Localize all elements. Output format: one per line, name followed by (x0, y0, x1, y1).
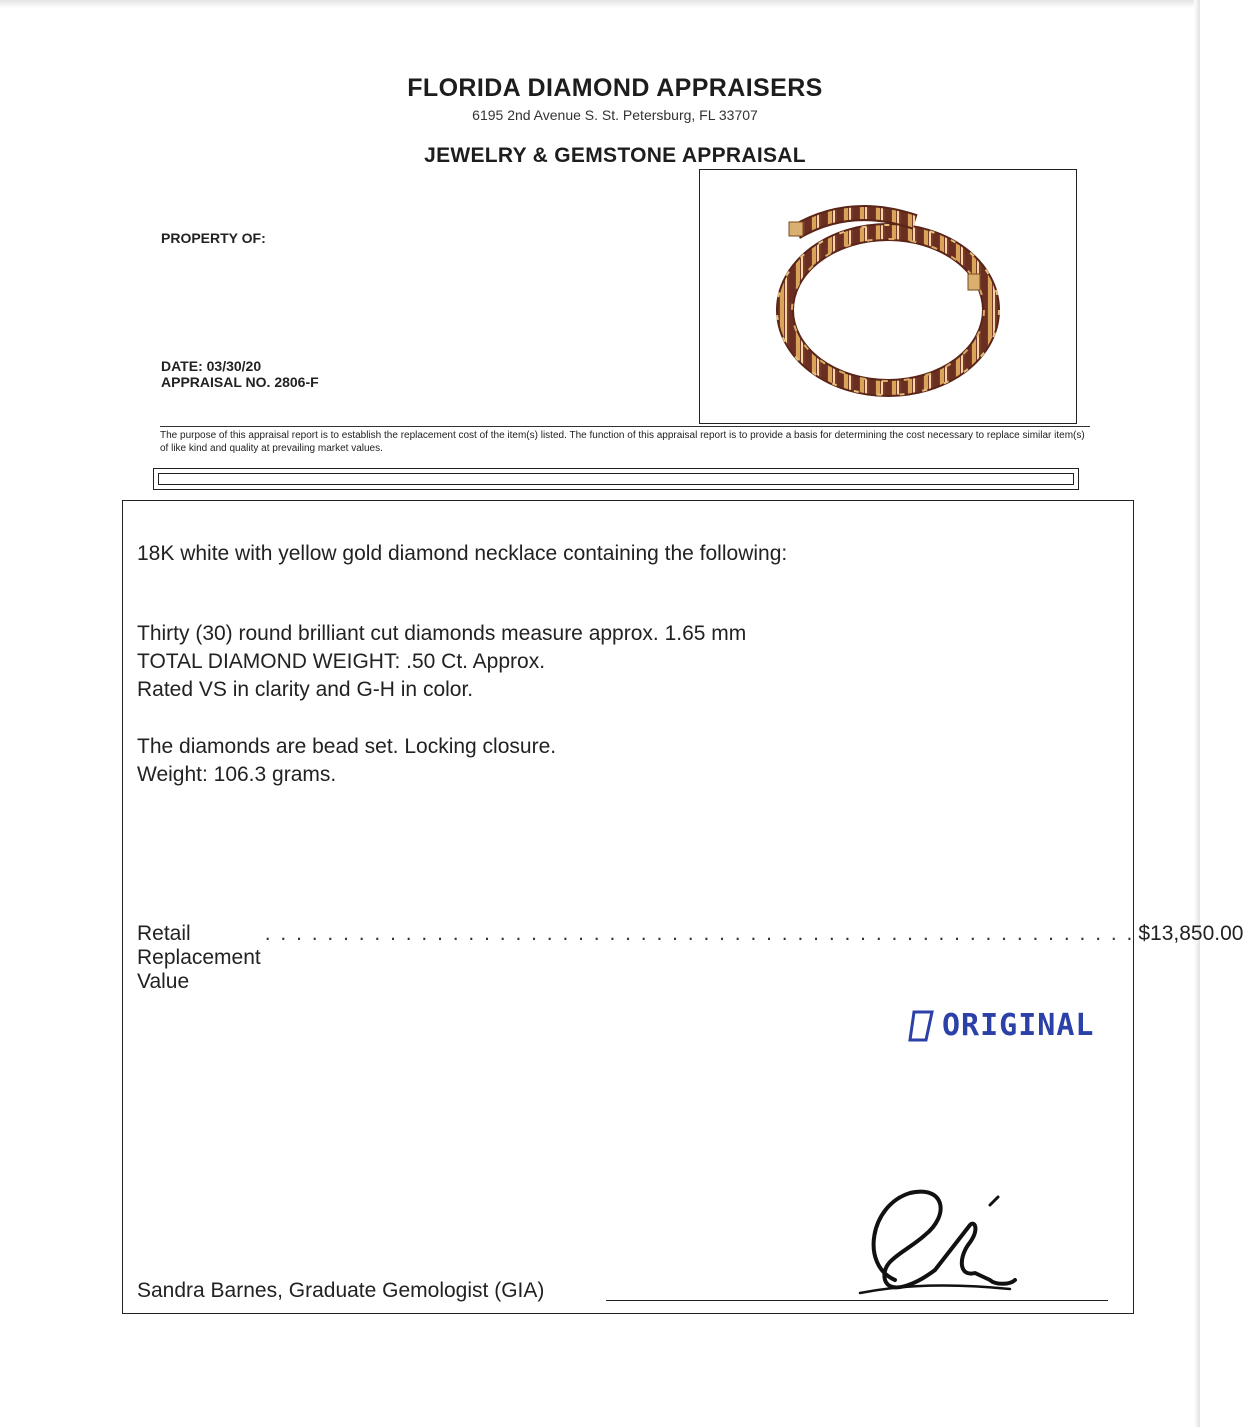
leader-dots: . . . . . . . . . . . . . . . . . . . . . . . . . . . . . . . . . . . . . . . . . . . . . . . . . . . . . . . . (264, 922, 1135, 945)
divider-bar (153, 468, 1079, 490)
replacement-value-row (137, 922, 1243, 994)
company-address: 6195 2nd Avenue S. St. Petersburg, FL 33707 (472, 107, 758, 123)
company-name: FLORIDA DIAMOND APPRAISERS (407, 74, 823, 102)
purpose-statement: The purpose of this appraisal report is to establish the replacement cost of the item(s) listed. The function of this appraisal report is to provide a basis for determining the cost necessary to replace similar item(s) of like kind and quality at prevailing market values. (160, 426, 1090, 455)
handwritten-signature (840, 1185, 1020, 1305)
original-stamp (908, 1008, 1095, 1043)
item-photo-frame (699, 169, 1077, 424)
scan-edge-top (0, 0, 1200, 8)
item-line-weight: TOTAL DIAMOND WEIGHT: .50 Ct. Approx. (137, 650, 546, 673)
appraisal-date: DATE: 03/30/20 (161, 358, 262, 374)
replacement-value-label: Retail Replacement Value (137, 922, 261, 993)
original-stamp-text: ORIGINAL (942, 1008, 1095, 1043)
item-line-setting: The diamonds are bead set. Locking closure. (137, 735, 557, 758)
necklace-photo (700, 170, 1076, 423)
item-line-diamonds: Thirty (30) round brilliant cut diamonds measure approx. 1.65 mm (137, 622, 747, 645)
item-heading: 18K white with yellow gold diamond necklace containing the following: (137, 542, 788, 565)
item-line-rating: Rated VS in clarity and G-H in color. (137, 678, 474, 701)
scan-edge-right (1194, 0, 1200, 1427)
property-of-label: PROPERTY OF: (161, 230, 266, 246)
replacement-value-amount: $13,850.00 (1138, 922, 1243, 945)
item-line-grams: Weight: 106.3 grams. (137, 763, 337, 786)
signer-name: Sandra Barnes, Graduate Gemologist (GIA) (137, 1279, 545, 1302)
stamp-bracket-icon (908, 1009, 938, 1043)
appraisal-number: APPRAISAL NO. 2806-F (161, 374, 319, 390)
document-title: JEWELRY & GEMSTONE APPRAISAL (424, 144, 806, 167)
